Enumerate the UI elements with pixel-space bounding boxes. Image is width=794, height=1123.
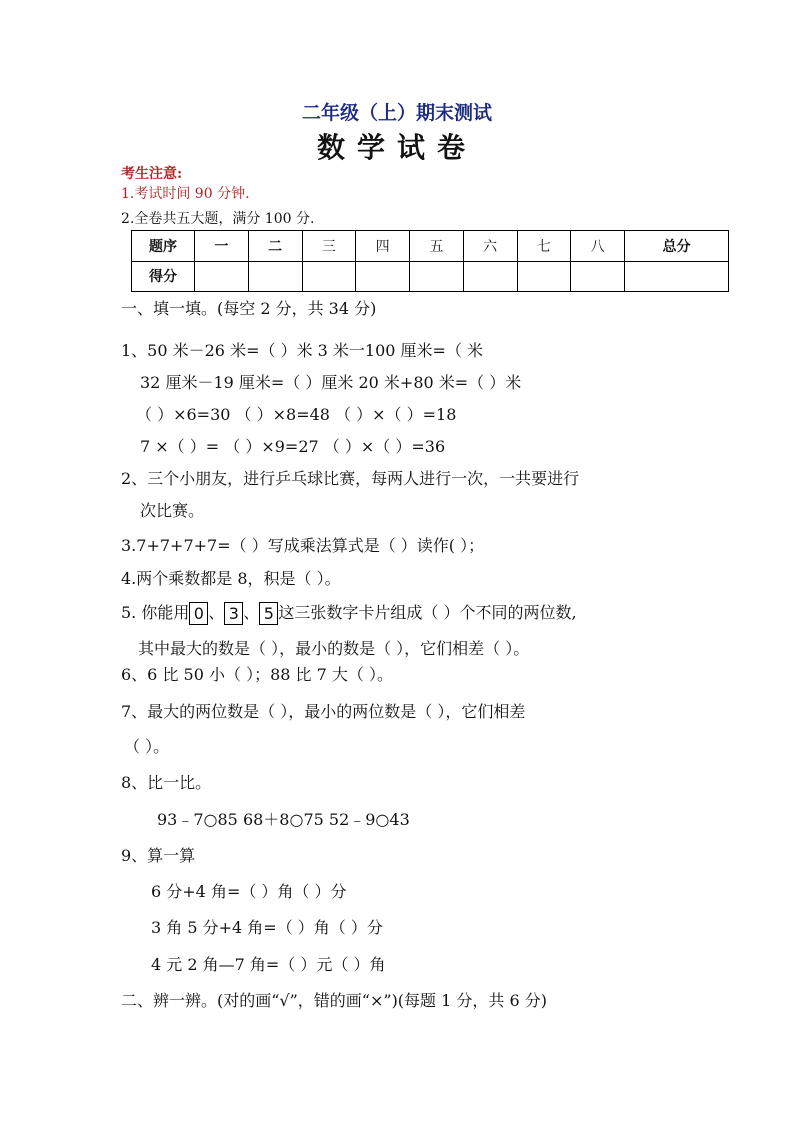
question-2-line-2: 次比赛。: [140, 501, 205, 520]
score-cell: 七: [517, 231, 571, 262]
question-5-suffix: 这三张数字卡片组成（ ）个不同的两位数,: [278, 603, 577, 622]
separator: 、: [243, 603, 260, 622]
score-cell: 二: [248, 231, 302, 262]
question-9-line-2: 3 角 5 分+4 角=（ ）角（ ）分: [151, 918, 383, 937]
question-1-line-3: （ ）×6=30 （ ）×8=48 （ ）×（ ）=18: [136, 405, 457, 424]
score-cell: 八: [571, 231, 625, 262]
question-2-line-1: 2、三个小朋友，进行乒乓球比赛，每两人进行一次，一共要进行: [121, 469, 580, 488]
question-5-line-1: [121, 600, 577, 625]
score-cell: 一: [195, 231, 249, 262]
exam-title: 数学试卷: [316, 131, 477, 164]
score-input-cell[interactable]: [410, 261, 464, 292]
score-cell-label: 题序: [132, 231, 195, 262]
score-input-cell[interactable]: [517, 261, 571, 292]
section-1-heading: 一、填一填。(每空 2 分，共 34 分): [121, 299, 377, 318]
score-table: [131, 230, 729, 292]
question-5-line-2: 其中最大的数是（ ），最小的数是（ ），它们相差（ ）。: [138, 639, 530, 658]
question-8: 8、比一比。: [121, 773, 212, 792]
score-input-cell[interactable]: [625, 261, 729, 292]
score-row-label: 得分: [132, 261, 195, 292]
question-9: 9、算一算: [121, 846, 196, 865]
question-7-line-1: 7、最大的两位数是（ ），最小的两位数是（ ），它们相差: [121, 702, 526, 721]
score-input-cell[interactable]: [248, 261, 302, 292]
score-cell: 五: [410, 231, 464, 262]
score-cell: 六: [463, 231, 517, 262]
digit-card-3: 3: [224, 602, 243, 625]
question-3: 3.7+7+7+7=（ ）写成乘法算式是（ ）读作( ）；: [121, 536, 485, 555]
question-7-line-2: （ ）。: [124, 737, 170, 756]
score-cell: 三: [302, 231, 356, 262]
question-5-prefix: 5. 你能用: [121, 603, 190, 622]
score-input-cell[interactable]: [463, 261, 517, 292]
digit-card-5: 5: [259, 602, 278, 625]
question-4: 4.两个乘数都是 8，积是（ ）。: [121, 569, 341, 588]
question-1-line-4: 7 ×（ ）= （ ）×9=27 （ ）×（ ）=36: [140, 437, 446, 456]
question-1-line-1: 1、50 米－26 米=（ ）米 3 米一100 厘米=（ 米: [121, 341, 484, 360]
question-9-line-1: 6 分+4 角=（ ）角（ ）分: [151, 882, 347, 901]
notice-line-2: 2.全卷共五大题，满分 100 分.: [121, 211, 315, 227]
separator: 、: [208, 603, 225, 622]
score-table-score-row: [132, 261, 729, 292]
score-input-cell[interactable]: [571, 261, 625, 292]
score-input-cell[interactable]: [356, 261, 410, 292]
score-input-cell[interactable]: [302, 261, 356, 292]
notice-heading: 考生注意:: [121, 166, 183, 182]
question-8-comparisons: 93﹣7○85 68＋8○75 52﹣9○43: [157, 810, 410, 829]
section-2-heading: 二、辨一辨。(对的画“√”，错的画“×”)(每题 1 分，共 6 分): [121, 991, 547, 1010]
score-cell: 四: [356, 231, 410, 262]
question-1-line-2: 32 厘米－19 厘米=（ ）厘米 20 米+80 米=（ ）米: [140, 373, 522, 392]
score-input-cell[interactable]: [195, 261, 249, 292]
notice-line-1: 1.考试时间 90 分钟.: [121, 186, 250, 202]
question-9-line-3: 4 元 2 角—7 角=（ ）元（ ）角: [151, 955, 386, 974]
digit-card-0: 0: [189, 602, 208, 625]
exam-subtitle: 二年级（上）期末测试: [301, 102, 492, 124]
score-table-header-row: [132, 231, 729, 262]
score-cell-total: 总分: [625, 231, 729, 262]
question-6: 6、6 比 50 小（ ）；88 比 7 大（ ）。: [121, 665, 393, 684]
